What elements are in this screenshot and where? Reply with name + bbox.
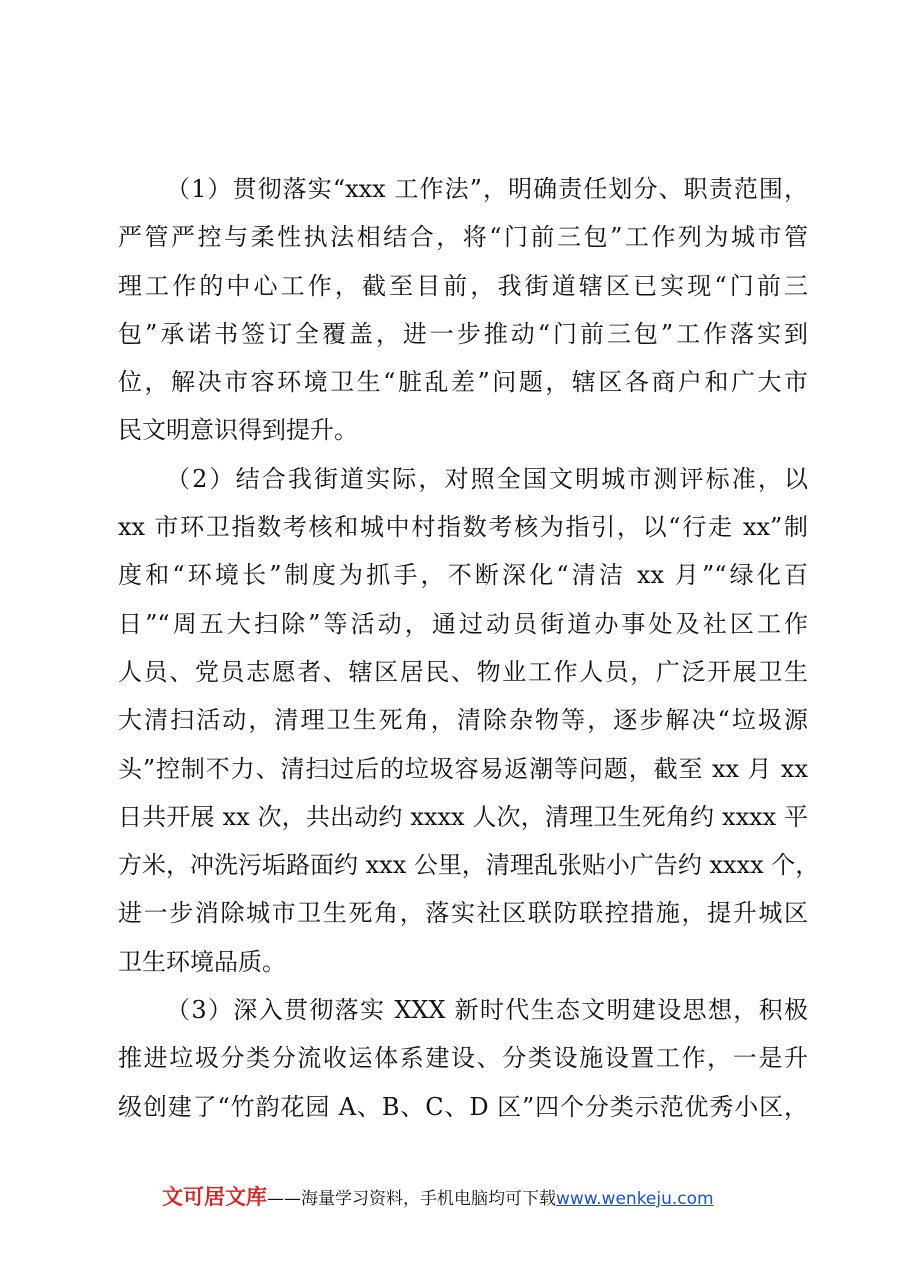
text-line: 度和“环境长”制度为抓手，不断深化“清洁 xx 月”“绿化百 [118,561,808,590]
text-line: （3）深入贯彻落实 XXX 新时代生态文明建设思想，积极 [166,996,808,1025]
text-line: 大清扫活动，清理卫生死角，清除杂物等，逐步解决“垃圾源 [118,706,808,735]
paragraph-1 [118,165,808,455]
website-link[interactable]: www.wenkeju.com [556,1189,714,1209]
text-line: 理工作的中心工作，截至目前，我街道辖区已实现“门前三 [118,271,808,300]
paragraph-2 [118,455,820,986]
text-line: 日”“周五大扫除”等活动，通过动员街道办事处及社区工作 [118,609,808,638]
text-line: 民文明意识得到提升。 [118,416,358,445]
text-line: 人员、党员志愿者、辖区居民、物业工作人员，广泛开展卫生 [118,657,808,686]
text-line: 推进垃圾分类分流收运体系建设、分类设施设置工作，一是升 [118,1044,808,1073]
text-line: 进一步消除城市卫生死角，落实社区联防联控措施，提升城区 [118,899,808,928]
text-line: 方米，冲洗污垢路面约 xxx 公里，清理乱张贴小广告约 xxxx 个， [118,851,820,880]
text-line: （1）贯彻落实“xxx 工作法”，明确责任划分、职责范围， [166,175,808,203]
text-line: 卫生环境品质。 [118,947,286,976]
text-line: 位，解决市容环境卫生“脏乱差”问题，辖区各商户和广大市 [118,368,808,397]
text-line: 级创建了“竹韵花园 A、B、C、D 区”四个分类示范优秀小区， [118,1092,808,1121]
document-body [118,165,820,1131]
text-line: 包”承诺书签订全覆盖，进一步推动“门前三包”工作落实到 [118,319,808,348]
brand-name: 文可居文库 [162,1185,267,1209]
text-line: xx 市环卫指数考核和城中村指数考核为指引，以“行走 xx”制 [118,513,808,542]
paragraph-3 [118,986,808,1131]
footer-tagline: ——海量学习资料，手机电脑均可下载 [267,1189,556,1209]
watermark-footer [162,1182,714,1212]
text-line: 头”控制不力、清扫过后的垃圾容易返潮等问题，截至 xx 月 xx [118,754,808,783]
text-line: 日共开展 xx 次，共出动约 xxxx 人次，清理卫生死角约 xxxx 平 [118,802,808,831]
text-line: 严管严控与柔性执法相结合，将“门前三包”工作列为城市管 [118,223,808,252]
text-line: （2）结合我街道实际，对照全国文明城市测评标准，以 [166,464,808,493]
